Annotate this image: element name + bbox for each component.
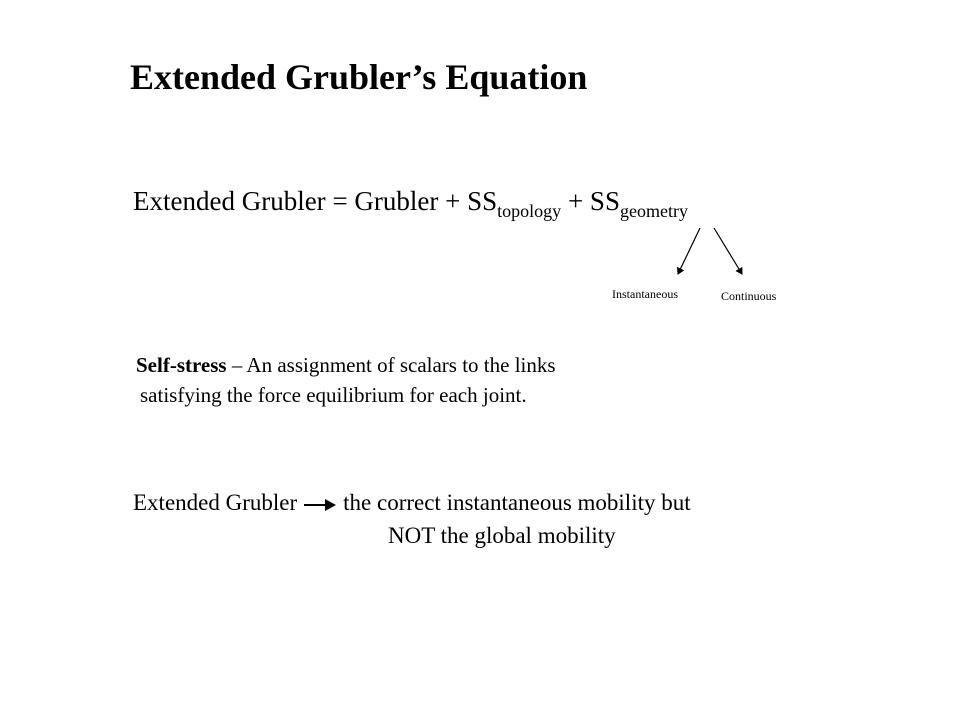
conclusion bbox=[133, 486, 691, 553]
equation-term-grubler: Grubler bbox=[354, 186, 439, 216]
equation bbox=[133, 185, 688, 221]
branch-arrows bbox=[660, 222, 760, 282]
equation-term-ss-topology bbox=[467, 186, 562, 221]
equation-plus: + bbox=[561, 186, 590, 216]
definition-line-2: satisfying the force equilibrium for each joint. bbox=[140, 383, 527, 408]
equation-equals: = bbox=[325, 186, 355, 216]
self-stress-definition bbox=[136, 350, 556, 411]
conclusion-line-2: NOT the global mobility bbox=[388, 523, 616, 549]
equation-plus: + bbox=[438, 186, 468, 216]
geometry-subscript: geometry bbox=[619, 201, 688, 221]
right-arrow-icon bbox=[303, 498, 337, 512]
definition-text: – An assignment of scalars to the links bbox=[226, 353, 556, 377]
definition-term: Self-stress bbox=[136, 353, 227, 377]
branch-label-continuous: Continuous bbox=[721, 289, 777, 303]
conclusion-text: the correct instantaneous mobility but bbox=[343, 490, 691, 515]
equation-term-ss-geometry bbox=[589, 186, 688, 221]
right-branch-arrow bbox=[714, 228, 742, 274]
topology-subscript: topology bbox=[497, 201, 562, 221]
slide-title: Extended Grubler’s Equation bbox=[130, 57, 588, 97]
ss-base: SS bbox=[589, 186, 620, 216]
conclusion-lhs: Extended Grubler bbox=[133, 490, 298, 515]
left-branch-arrow bbox=[678, 228, 700, 274]
conclusion-line-1 bbox=[133, 486, 691, 519]
branch-label-instantaneous: Instantaneous bbox=[612, 287, 678, 301]
ss-base: SS bbox=[467, 186, 498, 216]
equation-lhs: Extended Grubler bbox=[133, 186, 326, 216]
definition-line-1 bbox=[136, 350, 556, 380]
